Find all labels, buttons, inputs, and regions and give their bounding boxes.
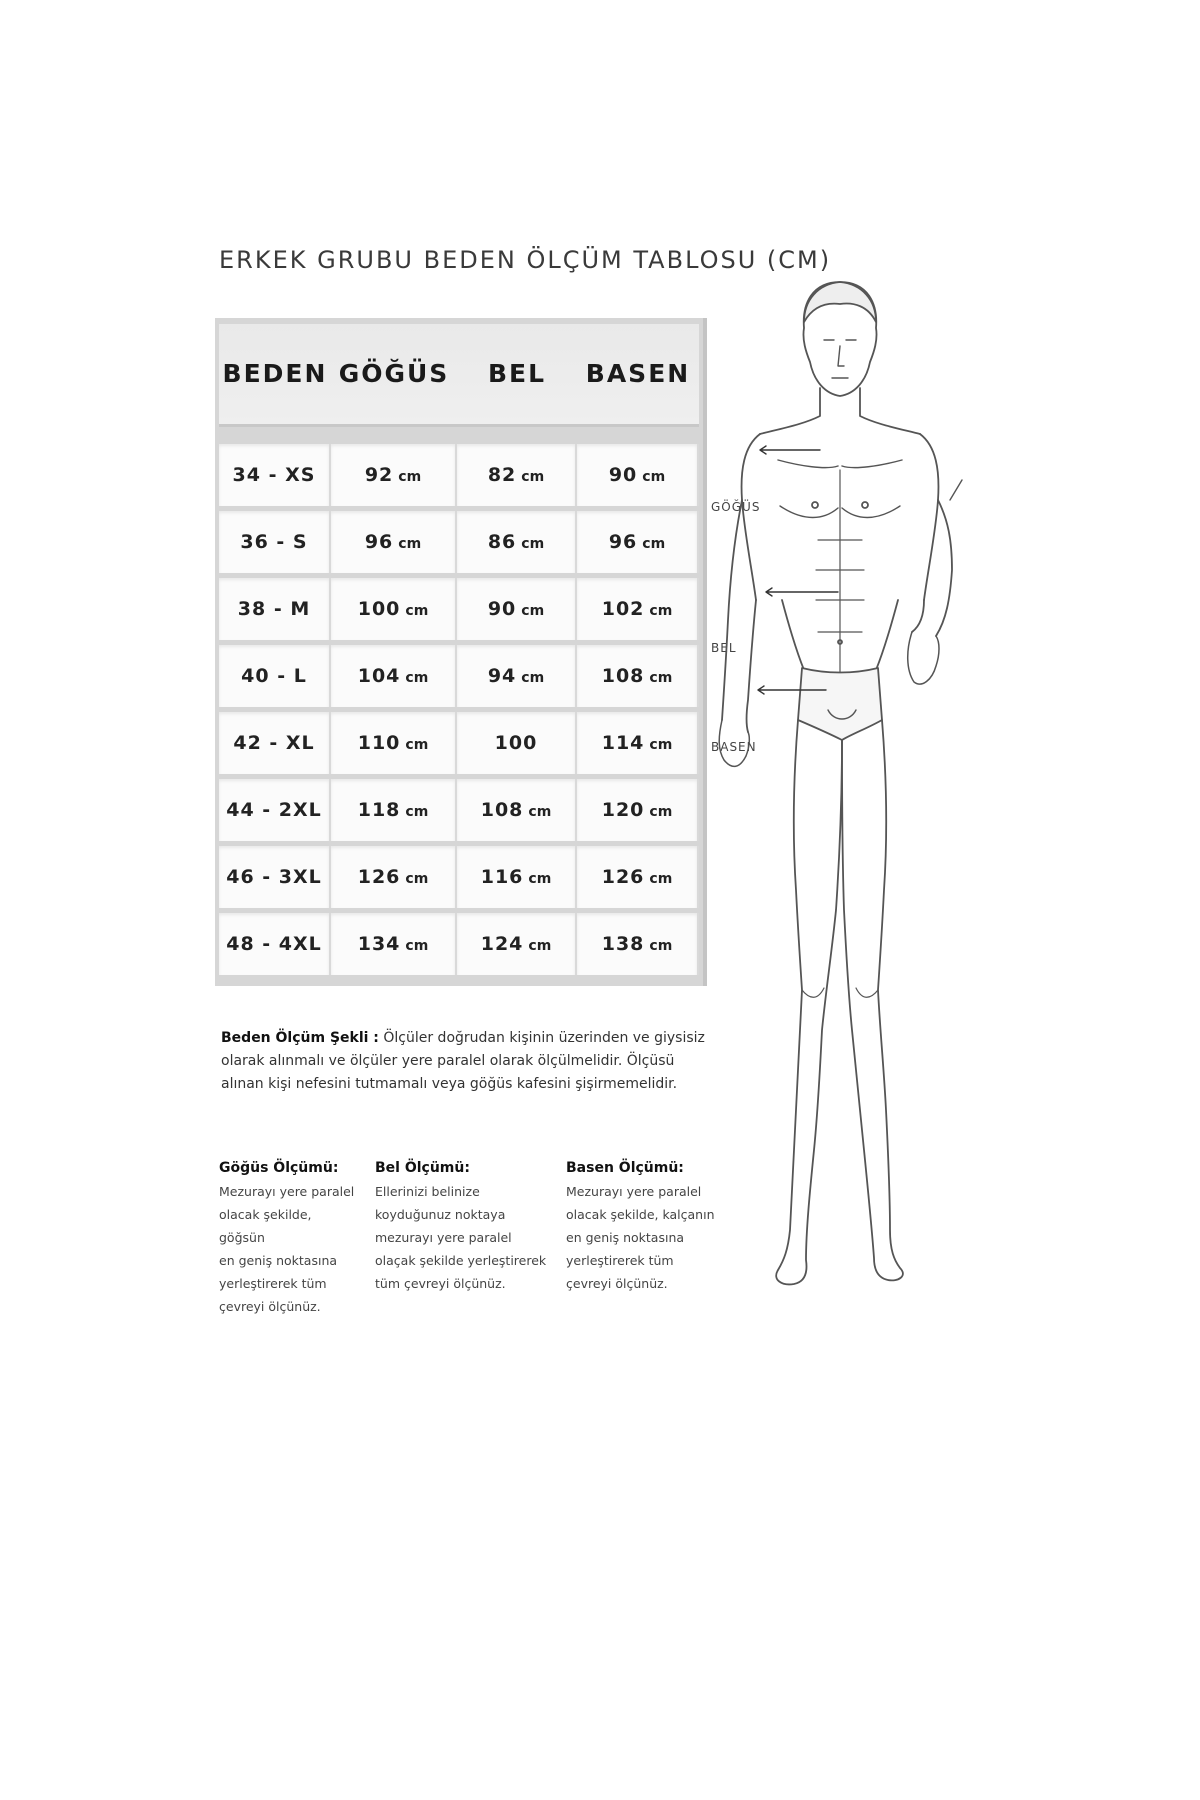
cell-waist bbox=[457, 578, 577, 640]
cell-size-value: 48 - 4XL bbox=[226, 933, 322, 955]
chest-arrow bbox=[760, 446, 820, 454]
hip-measurement bbox=[566, 1157, 716, 1295]
cell-size bbox=[219, 578, 331, 640]
figure-left-arm bbox=[722, 500, 756, 732]
cell-hip bbox=[577, 712, 699, 774]
cell-waist-value: 82 bbox=[487, 464, 517, 486]
cell-size-value: 40 - L bbox=[241, 665, 307, 687]
hip-measurement-line: çevreyi ölçünüz. bbox=[566, 1276, 668, 1291]
chest-measurement bbox=[219, 1157, 359, 1318]
cell-chest-value: 126 bbox=[357, 866, 401, 888]
cell-size-value: 44 - 2XL bbox=[226, 799, 322, 821]
header-size: BEDEN bbox=[222, 359, 328, 388]
cell-chest bbox=[331, 712, 457, 774]
figure-label-hip: BASEN bbox=[711, 740, 757, 754]
cell-size-value: 46 - 3XL bbox=[226, 866, 322, 888]
chest-measurement-line: Mezurayı yere paralel bbox=[219, 1184, 355, 1199]
cell-waist-value: 108 bbox=[480, 799, 524, 821]
chest-measurement-line: çevreyi ölçünüz. bbox=[219, 1299, 321, 1314]
hip-measurement-line: en geniş noktasına bbox=[566, 1230, 685, 1245]
cell-chest bbox=[331, 913, 457, 975]
cell-waist-unit: cm bbox=[521, 536, 545, 552]
cell-waist-value: 86 bbox=[487, 531, 517, 553]
cell-waist-unit: cm bbox=[528, 804, 552, 820]
cell-hip bbox=[577, 846, 699, 908]
cell-waist-unit: cm bbox=[528, 871, 552, 887]
chest-measurement-line: en geniş noktasına bbox=[219, 1253, 338, 1268]
cell-chest bbox=[331, 779, 457, 841]
table-row bbox=[219, 444, 699, 509]
cell-chest bbox=[331, 645, 457, 707]
cell-chest-value: 104 bbox=[357, 665, 401, 687]
cell-size bbox=[219, 645, 331, 707]
cell-chest bbox=[331, 511, 457, 573]
cell-hip-value: 108 bbox=[601, 665, 645, 687]
cell-chest-unit: cm bbox=[398, 536, 422, 552]
figure-right-arm bbox=[912, 500, 952, 636]
cell-chest-unit: cm bbox=[405, 603, 429, 619]
table-row bbox=[219, 779, 699, 844]
cell-hip bbox=[577, 444, 699, 506]
cell-hip bbox=[577, 645, 699, 707]
method-text: Ölçüler doğrudan kişinin üzerinden ve giysisiz olarak alınmalı ve ölçüler yere paralel olarak ölçülmelidir. Ölçüsü alınan kişi nefesini tutmamalı veya göğüs kafesini şişirmemelidir. bbox=[221, 1030, 705, 1092]
cell-waist-value: 124 bbox=[480, 933, 524, 955]
cell-hip bbox=[577, 779, 699, 841]
table-row bbox=[219, 846, 699, 911]
cell-hip-value: 138 bbox=[601, 933, 645, 955]
figure-label-waist: BEL bbox=[711, 641, 737, 655]
cell-size-value: 36 - S bbox=[240, 531, 308, 553]
hip-measurement-title: Basen Ölçümü: bbox=[566, 1160, 684, 1176]
cell-chest-value: 134 bbox=[357, 933, 401, 955]
table-row bbox=[219, 578, 699, 643]
table-row bbox=[219, 712, 699, 777]
cell-waist bbox=[457, 645, 577, 707]
cell-waist bbox=[457, 444, 577, 506]
cell-waist bbox=[457, 846, 577, 908]
cell-waist-value: 94 bbox=[487, 665, 517, 687]
cell-chest-unit: cm bbox=[405, 871, 429, 887]
cell-chest-unit: cm bbox=[405, 804, 429, 820]
cell-size bbox=[219, 779, 331, 841]
cell-waist-unit: cm bbox=[521, 469, 545, 485]
cell-waist-value: 100 bbox=[494, 732, 538, 754]
hip-measurement-line: yerleştirerek tüm bbox=[566, 1253, 674, 1268]
cell-chest-value: 110 bbox=[357, 732, 401, 754]
page-title: ERKEK GRUBU BEDEN ÖLÇÜM TABLOSU (CM) bbox=[219, 246, 832, 274]
waist-measurement-line: Ellerinizi belinize bbox=[375, 1184, 480, 1199]
header-hip: BASEN bbox=[585, 359, 691, 388]
table-row bbox=[219, 645, 699, 710]
cell-chest bbox=[331, 444, 457, 506]
cell-hip bbox=[577, 913, 699, 975]
cell-hip-value: 114 bbox=[601, 732, 645, 754]
waist-measurement-line: mezurayı yere paralel bbox=[375, 1230, 512, 1245]
body-figure-illustration bbox=[700, 270, 980, 1310]
cell-chest bbox=[331, 578, 457, 640]
header-waist: BEL bbox=[487, 359, 547, 388]
cell-hip bbox=[577, 511, 699, 573]
figure-neck bbox=[760, 388, 920, 434]
cell-size-value: 34 - XS bbox=[232, 464, 316, 486]
cell-chest bbox=[331, 846, 457, 908]
cell-chest-value: 100 bbox=[357, 598, 401, 620]
chest-measurement-title: Göğüs Ölçümü: bbox=[219, 1160, 339, 1176]
cell-size-value: 38 - M bbox=[237, 598, 311, 620]
table-header bbox=[219, 324, 699, 427]
cell-hip-value: 90 bbox=[608, 464, 638, 486]
cell-chest-unit: cm bbox=[405, 737, 429, 753]
figure-underwear bbox=[798, 668, 882, 740]
hip-measurement-line: Mezurayı yere paralel bbox=[566, 1184, 702, 1199]
cell-waist bbox=[457, 712, 577, 774]
cell-size-value: 42 - XL bbox=[233, 732, 315, 754]
cell-hip-unit: cm bbox=[642, 469, 666, 485]
figure-right-leg bbox=[842, 720, 903, 1280]
cell-hip-unit: cm bbox=[649, 804, 673, 820]
chest-measurement-line: yerleştirerek tüm bbox=[219, 1276, 327, 1291]
cell-chest-unit: cm bbox=[405, 938, 429, 954]
cell-waist bbox=[457, 779, 577, 841]
cell-hip-unit: cm bbox=[649, 737, 673, 753]
cell-waist bbox=[457, 511, 577, 573]
figure-hair bbox=[804, 282, 876, 322]
cell-hip-unit: cm bbox=[649, 603, 673, 619]
header-chest: GÖĞÜS bbox=[338, 359, 450, 388]
table-row bbox=[219, 913, 699, 978]
cell-hip-value: 120 bbox=[601, 799, 645, 821]
figure-label-chest: GÖĞÜS bbox=[711, 500, 761, 514]
waist-measurement-line: olaçak şekilde yerleştirerek bbox=[375, 1253, 547, 1268]
waist-measurement bbox=[375, 1157, 550, 1295]
cell-waist-value: 116 bbox=[480, 866, 524, 888]
cell-hip-value: 102 bbox=[601, 598, 645, 620]
table-row bbox=[219, 511, 699, 576]
cell-chest-unit: cm bbox=[405, 670, 429, 686]
waist-measurement-title: Bel Ölçümü: bbox=[375, 1160, 470, 1176]
cell-waist-unit: cm bbox=[528, 938, 552, 954]
method-lead: Beden Ölçüm Şekli : bbox=[221, 1030, 379, 1046]
cell-hip-unit: cm bbox=[642, 536, 666, 552]
waist-measurement-line: tüm çevreyi ölçünüz. bbox=[375, 1276, 506, 1291]
cell-waist-unit: cm bbox=[521, 670, 545, 686]
cell-size bbox=[219, 846, 331, 908]
size-table bbox=[215, 318, 707, 986]
figure-left-leg bbox=[776, 720, 842, 1284]
cell-size bbox=[219, 444, 331, 506]
measurement-method bbox=[221, 1027, 711, 1096]
cell-hip-unit: cm bbox=[649, 871, 673, 887]
table-body bbox=[219, 444, 699, 982]
cell-waist-unit: cm bbox=[521, 603, 545, 619]
cell-hip-unit: cm bbox=[649, 938, 673, 954]
cell-chest-value: 96 bbox=[364, 531, 394, 553]
waist-arrow bbox=[766, 588, 838, 596]
cell-hip-value: 96 bbox=[608, 531, 638, 553]
cell-size bbox=[219, 712, 331, 774]
waist-measurement-line: koyduğunuz noktaya bbox=[375, 1207, 506, 1222]
cell-hip bbox=[577, 578, 699, 640]
cell-chest-value: 92 bbox=[364, 464, 394, 486]
cell-hip-value: 126 bbox=[601, 866, 645, 888]
cell-size bbox=[219, 511, 331, 573]
chest-measurement-line: olacak şekilde, göğsün bbox=[219, 1207, 312, 1245]
cell-size bbox=[219, 913, 331, 975]
cell-waist bbox=[457, 913, 577, 975]
cell-chest-value: 118 bbox=[357, 799, 401, 821]
hip-measurement-line: olacak şekilde, kalçanın bbox=[566, 1207, 715, 1222]
cell-waist-value: 90 bbox=[487, 598, 517, 620]
cell-chest-unit: cm bbox=[398, 469, 422, 485]
cell-hip-unit: cm bbox=[649, 670, 673, 686]
